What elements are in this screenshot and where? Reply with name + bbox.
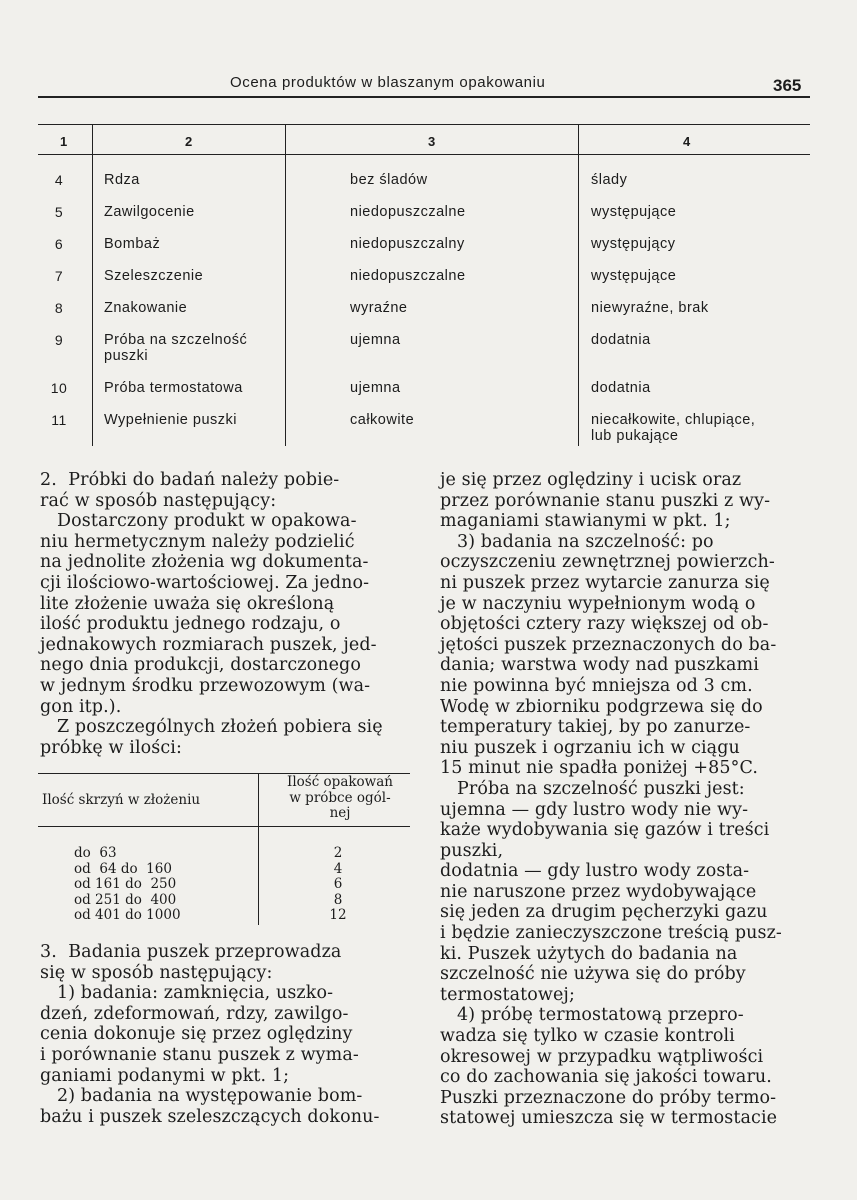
left-paragraph-line: cji ilościowo-wartościowej. Za jedno-	[40, 572, 370, 593]
left-column-text-b	[40, 942, 379, 1127]
right-paragraph-line: dania; warstwa wody nad puszkami	[440, 655, 759, 676]
table-header-col3: 3	[428, 134, 436, 149]
right-paragraph-line: statowej umieszcza się w termostacie	[440, 1108, 778, 1129]
table-row-defect: dodatnia	[591, 380, 651, 396]
table-row-number: 11	[51, 412, 67, 428]
small-table-count: 12	[329, 907, 347, 923]
table-row-number: 9	[54, 332, 64, 348]
running-header-title: Ocena produktów w blaszanym opakowaniu	[230, 74, 546, 91]
table-row-requirement: niedopuszczalne	[350, 268, 466, 284]
table-header-col2: 2	[185, 134, 193, 149]
table-row-defect: występujący	[591, 236, 676, 252]
right-paragraph-line: temperatury takiej, by po zanurze-	[440, 717, 751, 738]
right-paragraph-line: maganiami stawianymi w pkt. 1;	[440, 511, 731, 532]
table-row-number: 5	[54, 204, 64, 220]
table-row-property: Zawilgocenie	[104, 204, 195, 220]
table-row-property: Bombaż	[104, 236, 161, 252]
right-paragraph-line: 3) badania na szczelność: po	[440, 531, 714, 552]
table-row-requirement: niedopuszczalne	[350, 204, 466, 220]
right-paragraph-line: niu puszek i ogrzaniu ich w ciągu	[440, 737, 740, 758]
table-row-requirement: ujemna	[350, 332, 401, 348]
right-paragraph-line: każe wydobywania się gazów i treści	[440, 820, 770, 841]
left-paragraph-line: gon itp.).	[40, 696, 122, 717]
table-header-col4: 4	[683, 134, 691, 149]
table-row-number: 10	[50, 380, 68, 396]
right-paragraph-line: objętości cztery razy większej od ob-	[440, 614, 769, 635]
table-row-requirement: bez śladów	[350, 172, 428, 188]
small-table-counts	[318, 846, 358, 924]
left-paragraph-line: bażu i puszek szeleszczących dokonu-	[40, 1106, 380, 1127]
small-table-header-left: Ilość skrzyń w złożeniu	[42, 792, 201, 808]
table-row-property: Wypełnienie puszki	[104, 412, 237, 428]
table-row-number: 7	[54, 268, 64, 284]
table-row-requirement: wyraźne	[350, 300, 408, 316]
small-table-count: 2	[333, 845, 343, 861]
small-table-ranges	[74, 846, 181, 924]
right-paragraph-line: co do zachowania się jakości towaru.	[440, 1067, 772, 1088]
right-paragraph-line: szczelność nie używa się do próby	[440, 964, 746, 985]
table-col-divider	[578, 124, 579, 446]
small-table-header-rule	[38, 826, 410, 827]
table-row-defect: występujące	[591, 268, 677, 284]
left-paragraph-line: na jednolite złożenia wg dokumenta-	[40, 552, 369, 573]
right-paragraph-line: przez porównanie stanu puszki z wy-	[440, 490, 771, 511]
table-row-property: Próba na szczelność puszki	[104, 332, 248, 364]
right-paragraph-line: 4) próbę termostatową przepro-	[440, 1005, 744, 1026]
table-top-rule	[38, 124, 810, 125]
right-paragraph-line: nie powinna być mniejsza od 3 cm.	[440, 675, 753, 696]
table-header-col1: 1	[60, 134, 68, 149]
table-row-defect: niewyraźne, brak	[591, 300, 709, 316]
left-paragraph-line: niu hermetycznym należy podzielić	[40, 531, 355, 552]
small-table-range: od 401 do 1000	[74, 907, 181, 923]
left-paragraph-line: w jednym środku przewozowym (wa-	[40, 675, 371, 696]
small-table-count: 6	[333, 876, 343, 892]
left-paragraph-line: 1) badania: zamknięcia, uszko-	[40, 983, 334, 1004]
right-paragraph-line: i będzie zanieczyszczone treścią pusz-	[440, 923, 782, 944]
left-column-text-a	[40, 470, 383, 758]
table-row-defect: niecałkowite, chlupiące, lub pukające	[591, 412, 756, 444]
left-paragraph-line: dzeń, zdeformowań, rdzy, zawilgo-	[40, 1003, 349, 1024]
right-paragraph-line: oczyszczeniu zewnętrznej powierzch-	[440, 552, 775, 573]
table-row-requirement: ujemna	[350, 380, 401, 396]
left-paragraph-line: ilość produktu jednego rodzaju, o	[40, 614, 341, 635]
left-paragraph-line: próbkę w ilości:	[40, 737, 182, 758]
table-row-requirement: niedopuszczalny	[350, 236, 465, 252]
left-paragraph-line: ganiami podanymi w pkt. 1;	[40, 1065, 290, 1086]
right-paragraph-line: jętości puszek przeznaczonych do ba-	[440, 634, 777, 655]
right-paragraph-line: puszki,	[440, 840, 504, 861]
page-number: 365	[773, 76, 802, 95]
left-paragraph-line: Z poszczególnych złożeń pobiera się	[40, 717, 383, 738]
right-paragraph-line: 15 minut nie spadła poniżej +85°C.	[440, 758, 759, 779]
right-paragraph-line: okresowej w przypadku wątpliwości	[440, 1046, 764, 1067]
right-column-text	[440, 470, 782, 1129]
left-paragraph-line: cenia dokonuje się przez oględziny	[40, 1024, 353, 1045]
table-row-number: 6	[54, 236, 64, 252]
right-paragraph-line: Próba na szczelność puszki jest:	[440, 778, 745, 799]
right-paragraph-line: je w naczyniu wypełnionym wodą o	[440, 593, 756, 614]
right-paragraph-line: Wodę w zbiorniku podgrzewa się do	[440, 696, 763, 717]
table-row-property: Próba termostatowa	[104, 380, 243, 396]
table-row-property: Znakowanie	[104, 300, 188, 316]
small-table-header-right: Ilość opakowań w próbce ogól- nej	[287, 774, 393, 821]
right-paragraph-line: ni puszek przez wytarcie zanurza się	[440, 572, 770, 593]
small-table-col-divider	[258, 773, 259, 925]
small-table-range: od 251 do 400	[74, 891, 177, 908]
small-table-range: od 161 do 250	[74, 876, 177, 892]
header-rule	[38, 96, 810, 98]
table-row-defect: dodatnia	[591, 332, 651, 348]
table-row-defect: ślady	[591, 172, 628, 188]
small-table-count: 8	[333, 891, 343, 908]
right-paragraph-line: je się przez oględziny i ucisk oraz	[440, 470, 742, 490]
table-row-requirement: całkowite	[350, 412, 415, 428]
table-col-divider	[285, 124, 286, 446]
left-paragraph-line: i porównanie stanu puszek z wyma-	[40, 1044, 359, 1065]
left-paragraph-line: się w sposób następujący:	[40, 962, 273, 983]
right-paragraph-line: się jeden za drugim pęcherzyki gazu	[440, 902, 768, 923]
right-paragraph-line: wadza się tylko w czasie kontroli	[440, 1026, 735, 1047]
table-col-divider	[92, 124, 93, 446]
table-header-rule	[38, 154, 810, 155]
table-row-defect: występujące	[591, 204, 677, 220]
small-table-range: do 63	[74, 845, 117, 861]
left-paragraph-line: lite złożenie uważa się określoną	[40, 593, 335, 614]
left-paragraph-line: rać w sposób następujący:	[40, 490, 277, 511]
left-paragraph-line: Dostarczony produkt w opakowa-	[40, 511, 357, 532]
table-row-property: Rdza	[104, 172, 140, 188]
right-paragraph-line: dodatnia — gdy lustro wody zosta-	[440, 861, 750, 882]
small-table-range: od 64 do 160	[74, 860, 172, 877]
right-paragraph-line: termostatowej;	[440, 984, 575, 1005]
left-paragraph-line: 3. Badania puszek przeprowadza	[40, 942, 342, 962]
right-paragraph-line: ujemna — gdy lustro wody nie wy-	[440, 799, 749, 820]
left-paragraph-line: nego dnia produkcji, dostarczonego	[40, 655, 361, 676]
left-paragraph-line: 2. Próbki do badań należy pobie-	[40, 470, 340, 490]
table-row-property: Szeleszczenie	[104, 268, 204, 284]
right-paragraph-line: Puszki przeznaczone do próby termo-	[440, 1087, 777, 1108]
left-paragraph-line: jednakowych rozmiarach puszek, jed-	[40, 634, 377, 655]
right-paragraph-line: ki. Puszek użytych do badania na	[440, 943, 738, 964]
table-row-number: 8	[54, 300, 64, 316]
left-paragraph-line: 2) badania na występowanie bom-	[40, 1086, 363, 1107]
table-row-number: 4	[54, 172, 64, 188]
small-table-count: 4	[333, 860, 343, 877]
right-paragraph-line: nie naruszone przez wydobywające	[440, 881, 757, 902]
